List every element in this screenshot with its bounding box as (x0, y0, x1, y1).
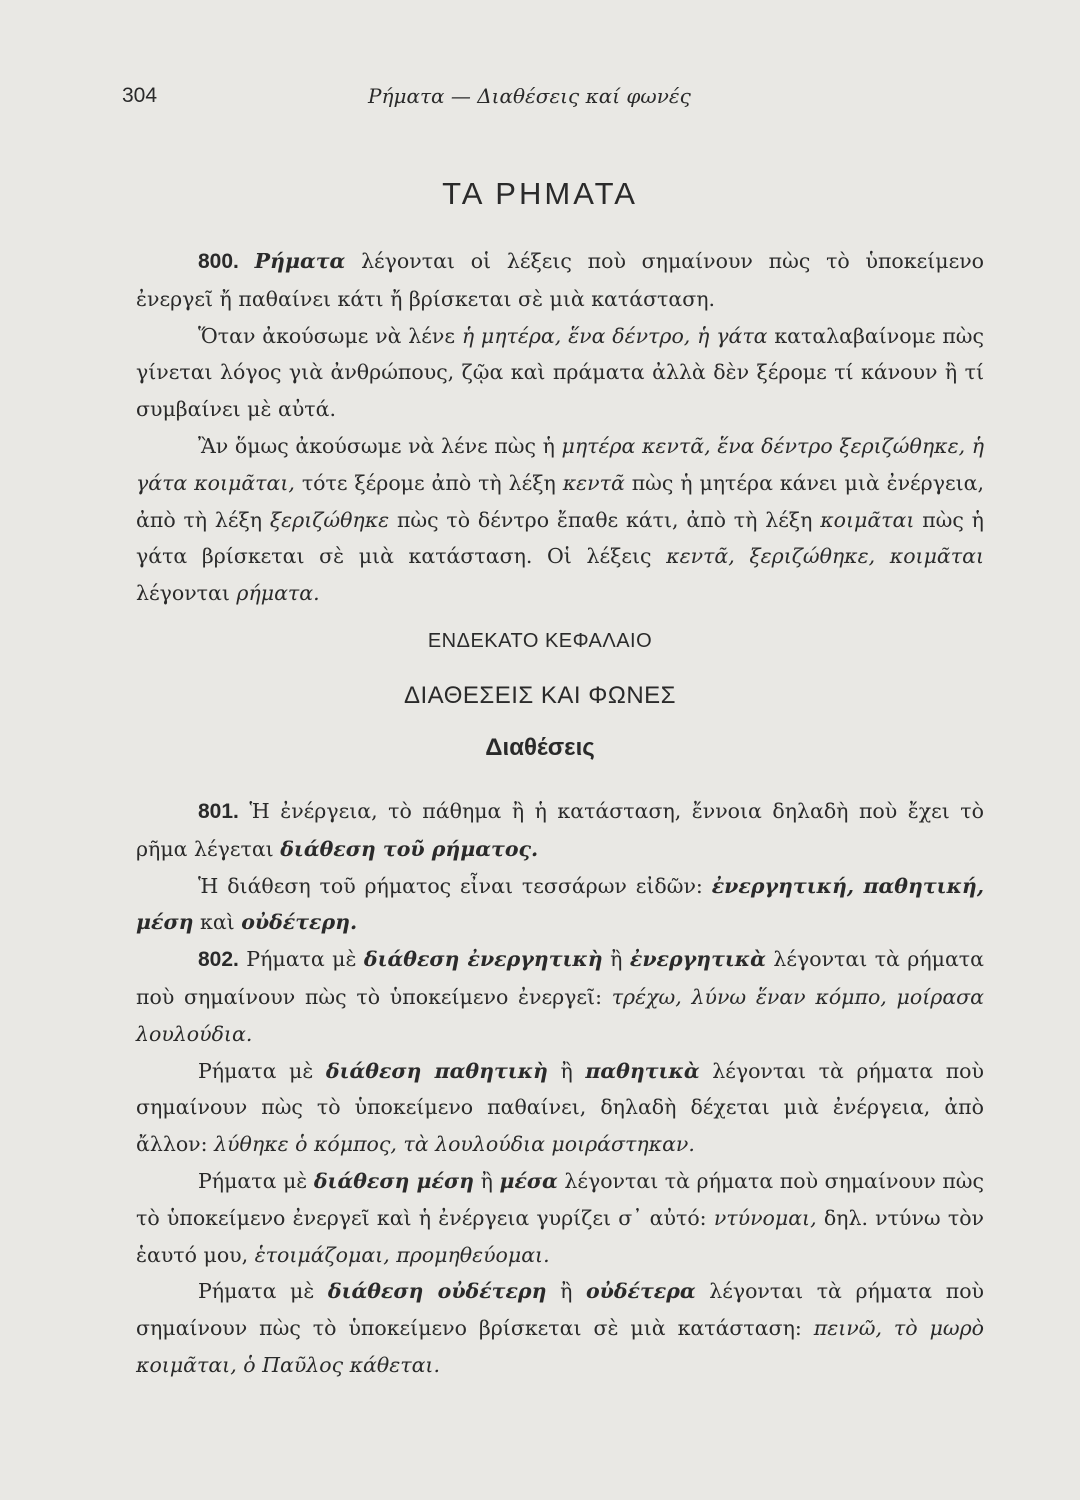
paragraph-802-c (136, 1163, 984, 1273)
running-title: Ρήματα — Διαθέσεις καί φωνές (368, 84, 691, 108)
bold-term: διάθεση οὐδέτερη (327, 1279, 547, 1304)
bold-term: μέσα (499, 1168, 558, 1193)
paragraph-text: Ρήματα μὲ (198, 1279, 328, 1304)
example-text: κεντᾶ, ξεριζώθηκε, κοιμᾶται (666, 544, 984, 569)
paragraph-801 (136, 793, 984, 868)
paragraph-number: 800. (198, 250, 239, 273)
example-text: τρέχω, λύνω ἕναν κόμπο, μοίρασα λουλούδια. (136, 984, 984, 1046)
paragraph-800 (136, 243, 984, 318)
paragraph-text: Ἡ διάθεση τοῦ ρήματος εἶναι τεσσάρων εἰδῶν: (198, 873, 712, 898)
example-text: ξεριζώθηκε (269, 507, 390, 532)
paragraph-802-d (136, 1273, 984, 1383)
paragraph-800-b (136, 318, 984, 428)
paragraph-text: Ρήματα μὲ (198, 1168, 314, 1193)
bold-term: διάθεση μέση (313, 1168, 475, 1193)
bold-term: διάθεση τοῦ ρήματος. (280, 836, 539, 861)
section-title: Διαθέσεις (485, 734, 595, 761)
paragraph-number: 802. (198, 948, 239, 972)
paragraph-text: Ρήματα μὲ (198, 1058, 326, 1083)
example-text: πεινῶ, τὸ μωρὸ κοιμᾶται, ὁ Παῦλος κάθεται. (136, 1316, 984, 1377)
section-800 (136, 243, 984, 612)
paragraph-text: Ἂν ὅμως ἀκούσωμε νὰ λένε πὼς ἡ (198, 433, 562, 458)
paragraph-text: Ρήματα μὲ (238, 947, 364, 972)
example-text: ἑτοιμάζομαι, προμηθεύομαι. (254, 1242, 550, 1267)
paragraph-text: ἢ (474, 1168, 500, 1193)
example-text: μητέρα κεντᾶ, ἕνα δέντρο ξεριζώθηκε, ἡ γάτα κοιμᾶται, (136, 433, 984, 495)
bold-term: ἐνεργητική, παθητική, μέση (136, 873, 984, 935)
example-text: λύθηκε ὁ κόμπος, τὰ λουλούδια μοιράστηκαν. (214, 1132, 695, 1157)
paragraph-text: λέγονται (136, 581, 237, 606)
paragraph-text: Ὅταν ἀκούσωμε νὰ λένε (198, 323, 462, 348)
paragraph-801-b (136, 868, 984, 942)
paragraph-802 (136, 941, 984, 1052)
paragraph-text: ἢ (546, 1279, 586, 1304)
paragraph-text: λέγονται τὰ ρήματα ποὺ σημαίνουν πὼς τὸ ὑποκείμενο βρίσκεται σὲ μιὰ κατάσταση: (136, 1279, 984, 1341)
paragraph-number: 801. (198, 800, 239, 823)
example-text: ἡ μητέρα, ἕνα δέντρο, ἡ γάτα (461, 323, 768, 348)
paragraph-text: λέγονται τὰ ρήματα ποὺ σημαίνουν πὼς τὸ ὑποκείμενο ἐνεργεῖ καὶ ἡ ἐνέργεια γυρίζει σ᾽ αὐτό: (136, 1168, 984, 1230)
paragraph-802-b (136, 1053, 984, 1163)
bold-term: οὐδέτερα (585, 1279, 696, 1304)
paragraph-text: λέγονται τὰ ρήματα ποὺ σημαίνουν πὼς τὸ ὑποκείμενο παθαίνει, δηλαδὴ δέχεται μιὰ ἐνέργεια, ἀπὸ ἄλλον: (136, 1058, 984, 1157)
bold-term: διάθεση παθητικὴ (325, 1058, 548, 1083)
running-header (0, 84, 1080, 114)
example-text: ντύνομαι, (713, 1205, 817, 1230)
bold-term: διάθεση ἐνεργητικὴ (363, 947, 603, 972)
paragraph-text: Ἡ ἐνέργεια, τὸ πάθημα ἢ ἡ κατάσταση, ἔννοια δηλαδὴ ποὺ ἔχει τὸ ρῆμα λέγεται (136, 799, 984, 861)
paragraph-text: καταλαβαίνομε πὼς γίνεται λόγος γιὰ ἀνθρώπους, ζῷα καὶ πράματα ἀλλὰ δὲν ξέρομε τί κάνουν ἢ τί συμβαίνει μὲ αὐτά. (136, 323, 984, 422)
chapter-title: ΔΙΑΘΕΣΕΙΣ ΚΑΙ ΦΩΝΕΣ (403, 682, 676, 709)
paragraph-text: πὼς τὸ δέντρο ἔπαθε κάτι, ἀπὸ τὴ λέξη (389, 507, 821, 532)
section-801-802 (136, 793, 984, 1384)
paragraph-text: λέγονται τὰ ρήματα ποὺ σημαίνουν πὼς τὸ ὑποκείμενο ἐνεργεῖ: (136, 947, 984, 1009)
example-text: κοιμᾶται (820, 507, 915, 532)
term-rimata: Ρήματα (254, 249, 346, 273)
paragraph-text: λέγονται οἱ λέξεις ποὺ σημαίνουν πὼς τὸ ὑποκείμενο ἐνεργεῖ ἤ παθαίνει κάτι ἤ βρίσκεται σὲ μιὰ κατάσταση. (136, 249, 984, 311)
paragraph-text: πὼς ἡ γάτα βρίσκεται σὲ μιὰ κατάσταση. Οἱ λέξεις (136, 507, 984, 569)
bold-term: ἐνεργητικὰ (629, 947, 766, 972)
paragraph-text: τότε ξέρομε ἀπὸ τὴ λέξη (294, 470, 563, 495)
paragraph-text: δηλ. ντύνω τὸν ἑαυτό μου, (136, 1205, 984, 1267)
bold-term: παθητικὰ (585, 1058, 700, 1083)
paragraph-800-c (136, 428, 984, 612)
paragraph-text: καὶ (193, 910, 242, 935)
paragraph-text: ἢ (602, 947, 630, 972)
part-title: ΤΑ ΡΗΜΑΤΑ (442, 176, 638, 211)
example-text: κεντᾶ (562, 470, 625, 495)
paragraph-text: ἢ (547, 1058, 586, 1083)
page-number: 304 (122, 84, 158, 107)
bold-term: οὐδέτερη. (241, 910, 358, 935)
paragraph-text: πὼς ἡ μητέρα κάνει μιὰ ἐνέργεια, ἀπὸ τὴ λέξη (136, 470, 985, 532)
chapter-label: ΕΝΔΕΚΑΤΟ ΚΕΦΑΛΑΙΟ (427, 630, 653, 652)
example-text: ρήματα. (236, 581, 320, 606)
